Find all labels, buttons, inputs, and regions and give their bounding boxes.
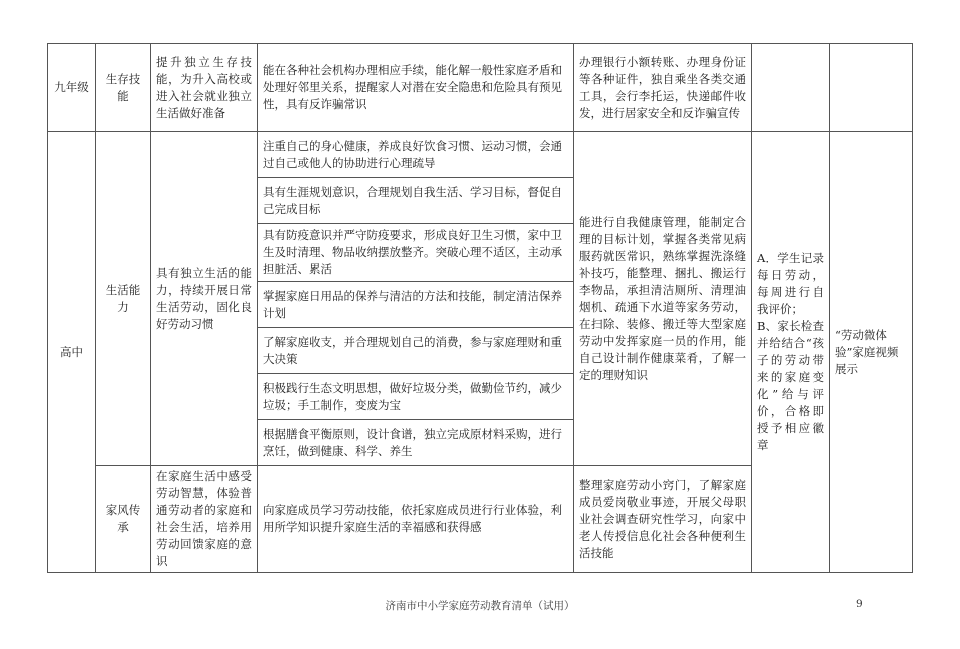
standard-cell: 办理银行小额转账、办理身份证等各种证件，独自乘坐各类交通工具，会行李托运，快递邮件收发，进行居家安全和反诈骗宣传 [574,44,752,132]
grade-cell: 高中 [48,132,96,573]
content-cell: 了解家庭收支，并合理规划自己的消费，参与家庭理财和重大决策 [258,328,574,374]
content-cell: 掌握家庭日用品的保养与清洁的方法和技能，制定清洁保养计划 [258,282,574,328]
showcase-cell: “劳动微体验”家庭视频展示 [830,132,913,573]
content-cell: 能在各种社会机构办理相应手续，能化解一般性家庭矛盾和处理好邻里关系，提醒家人对潜在安全隐患和危险具有预见性，具有反诈骗常识 [258,44,574,132]
content-cell: 具有防疫意识并严守防疫要求，形成良好卫生习惯，家中卫生及时清理、物品收纳摆放整齐。突破心理不适区，主动承担脏活、累活 [258,224,574,282]
footer-title: 济南市中小学家庭劳动教育清单（试用） [385,600,575,612]
standard-cell: 能进行自我健康管理，能制定合理的目标计划，掌握各类常见病服药就医常识，熟练掌握洗涤缝补技巧，能整理、捆扎、搬运行李物品，承担清洁厕所、清理油烟机、疏通下水道等家务劳动，在扫除、装修、搬迁等大型家庭劳动中发挥家庭一员的作用，能自己设计制作健康菜肴，了解一定的理财知识 [574,132,752,466]
area-cell: 生存技能 [96,44,151,132]
content-cell: 向家庭成员学习劳动技能，依托家庭成员进行行业体验，利用所学知识提升家庭生活的幸福感和获得感 [258,466,574,573]
content-cell: 积极践行生态文明思想，做好垃圾分类，做勤俭节约，减少垃圾；手工制作，变废为宝 [258,374,574,420]
area-cell: 生活能力 [96,132,151,466]
table-row-grade9 [48,44,913,132]
standard-cell: 整理家庭劳动小窍门，了解家庭成员爱岗敬业事迹，开展父母职业社会调查研究性学习，向家中老人传授信息化社会各种便利生活技能 [574,466,752,573]
content-cell: 根据膳食平衡原则，设计食谱，独立完成原材料采购，进行烹饪，做到健康、科学、养生 [258,420,574,466]
table-row-senior-life-1 [48,132,913,178]
goal-cell: 提升独立生存技能，为升入高校或进入社会就业独立生活做好准备 [151,44,258,132]
labor-education-table [47,43,913,573]
content-cell: 注重自己的身心健康，养成良好饮食习惯、运动习惯，会通过自己或他人的协助进行心理疏导 [258,132,574,178]
goal-cell: 在家庭生活中感受劳动智慧，体验普通劳动者的家庭和社会生活，培养用劳动回馈家庭的意识 [151,466,258,573]
goal-cell: 具有独立生活的能力，持续开展日常生活劳动，固化良好劳动习惯 [151,132,258,466]
evaluation-cell: A．学生记录每日劳动，每周进行自我评价； B、家长检查并给结合“孩子的劳动带来的家庭变化”给与评价，合格即授予相应徽章 [752,132,830,573]
evaluation-cell [752,44,830,132]
grade-cell: 九年级 [48,44,96,132]
content-cell: 具有生涯规划意识，合理规划自我生活、学习目标，督促自己完成目标 [258,178,574,224]
area-cell: 家风传承 [96,466,151,573]
page-number: 9 [856,598,863,610]
showcase-cell [830,44,913,132]
